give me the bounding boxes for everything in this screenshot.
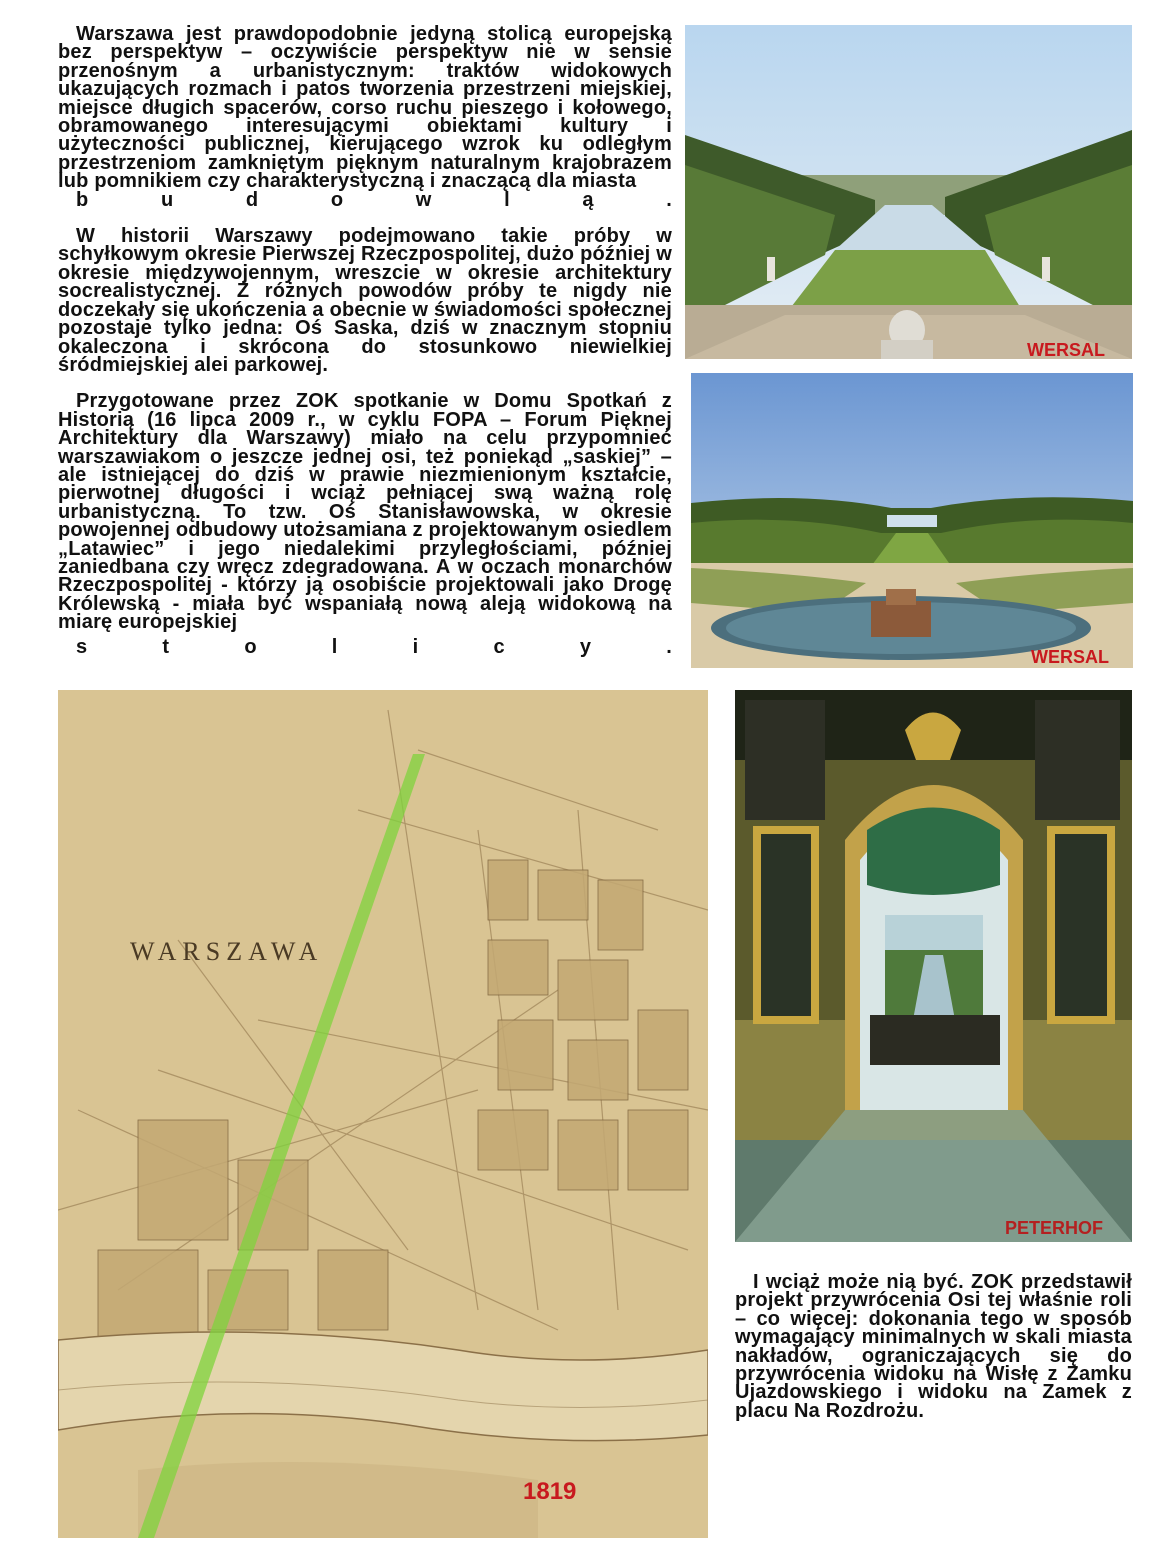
versailles-photo-2: [691, 373, 1133, 668]
peterhof-caption: PETERHOF: [1005, 1218, 1104, 1238]
paragraph-1-end: b u d o w l ą .: [76, 188, 672, 211]
paragraph-1: [58, 25, 672, 191]
closing-paragraph: [735, 1273, 1132, 1438]
versailles-photo-1: [685, 25, 1132, 359]
paragraph-3-end: s t o l i c y .: [76, 635, 672, 658]
map-city-label: WARSZAWA: [130, 937, 324, 966]
map-year-caption: 1819: [523, 1478, 577, 1505]
peterhof-photo: [735, 690, 1132, 1242]
versailles-caption-2: WERSAL: [1031, 647, 1109, 667]
paragraph-2: W historii Warszawy podejmowano takie próby w schyłkowym okresie Pierwszej Rzeczpospolitej, dużo później w okresie międzywojennym, wreszcie w okresie architektury socrealistycznej. Z różnych powodów próby te nigdy nie doczekały się ukończenia a obecnie w świadomości społecznej pozostaje tylko jedna: Oś Saska, dziś w znacznym stopniu okaleczona i skrócona do stosunkowo niewielkiej śródmiejskiej alei parkowej.: [58, 225, 672, 376]
versailles-caption-1: WERSAL: [1027, 340, 1105, 360]
paragraph-4: I wciąż może nią być. ZOK przedstawił projekt przywrócenia Osi tej właśnie roli – co więcej: dokonania tego w sposób wymagający minimalnych w skali miasta nakładów, ograniczających się do przywrócenia widoku na Wisłę z Zamku Ujazdowskiego i widoku na Zamek z placu Na Rozdrożu.: [735, 1271, 1132, 1422]
paragraph-1-text: Warszawa jest prawdopodobnie jedyną stolicą europejską bez perspektyw – oczywiście perspektyw nie w sensie przenośnym a urbanistycznym: traktów widokowych ukazujących rozmach i patos tworzenia przestrzeni miejskiej, miejsce długich spacerów, corso ruchu pieszego i kołowego, obramowanego interesującymi obiektami kultury i użyteczności publicznej, kierującego wzrok ku odległym przestrzeniom zamkniętym pięknym naturalnym krajobrazem lub pomnikiem czy charakterystyczną i znaczącą dla miasta: [58, 23, 672, 193]
paragraph-3: Przygotowane przez ZOK spotkanie w Domu Spotkań z Historią (16 lipca 2009 r., w cyklu FOPA – Forum Pięknej Architektury dla Warszawy) miało na celu przypomnieć warszawiakom o jeszcze jednej osi, też poniekąd „saskiej” – ale istniejącej do dziś w prawie niezmienionym kształcie, pierwotnej długości i wciąż pełniącej swą ważną rolę urbanistyczną. To tzw. Oś Stanisławowska, w okresie powojennej odbudowy utożsamiana z projektowanym osiedlem „Latawiec” i jego niedalekimi przyległościami, później zaniedbana czy wręcz zdegradowana. A w oczach monarchów Rzeczpospolitej - którzy ją osobiście projektowali jako Drogę Królewską - miała być wspaniałą nową aleją widokową na miarę europejskiej: [58, 390, 672, 634]
historic-map-1819: [58, 690, 708, 1538]
article-text-column: [58, 25, 672, 674]
